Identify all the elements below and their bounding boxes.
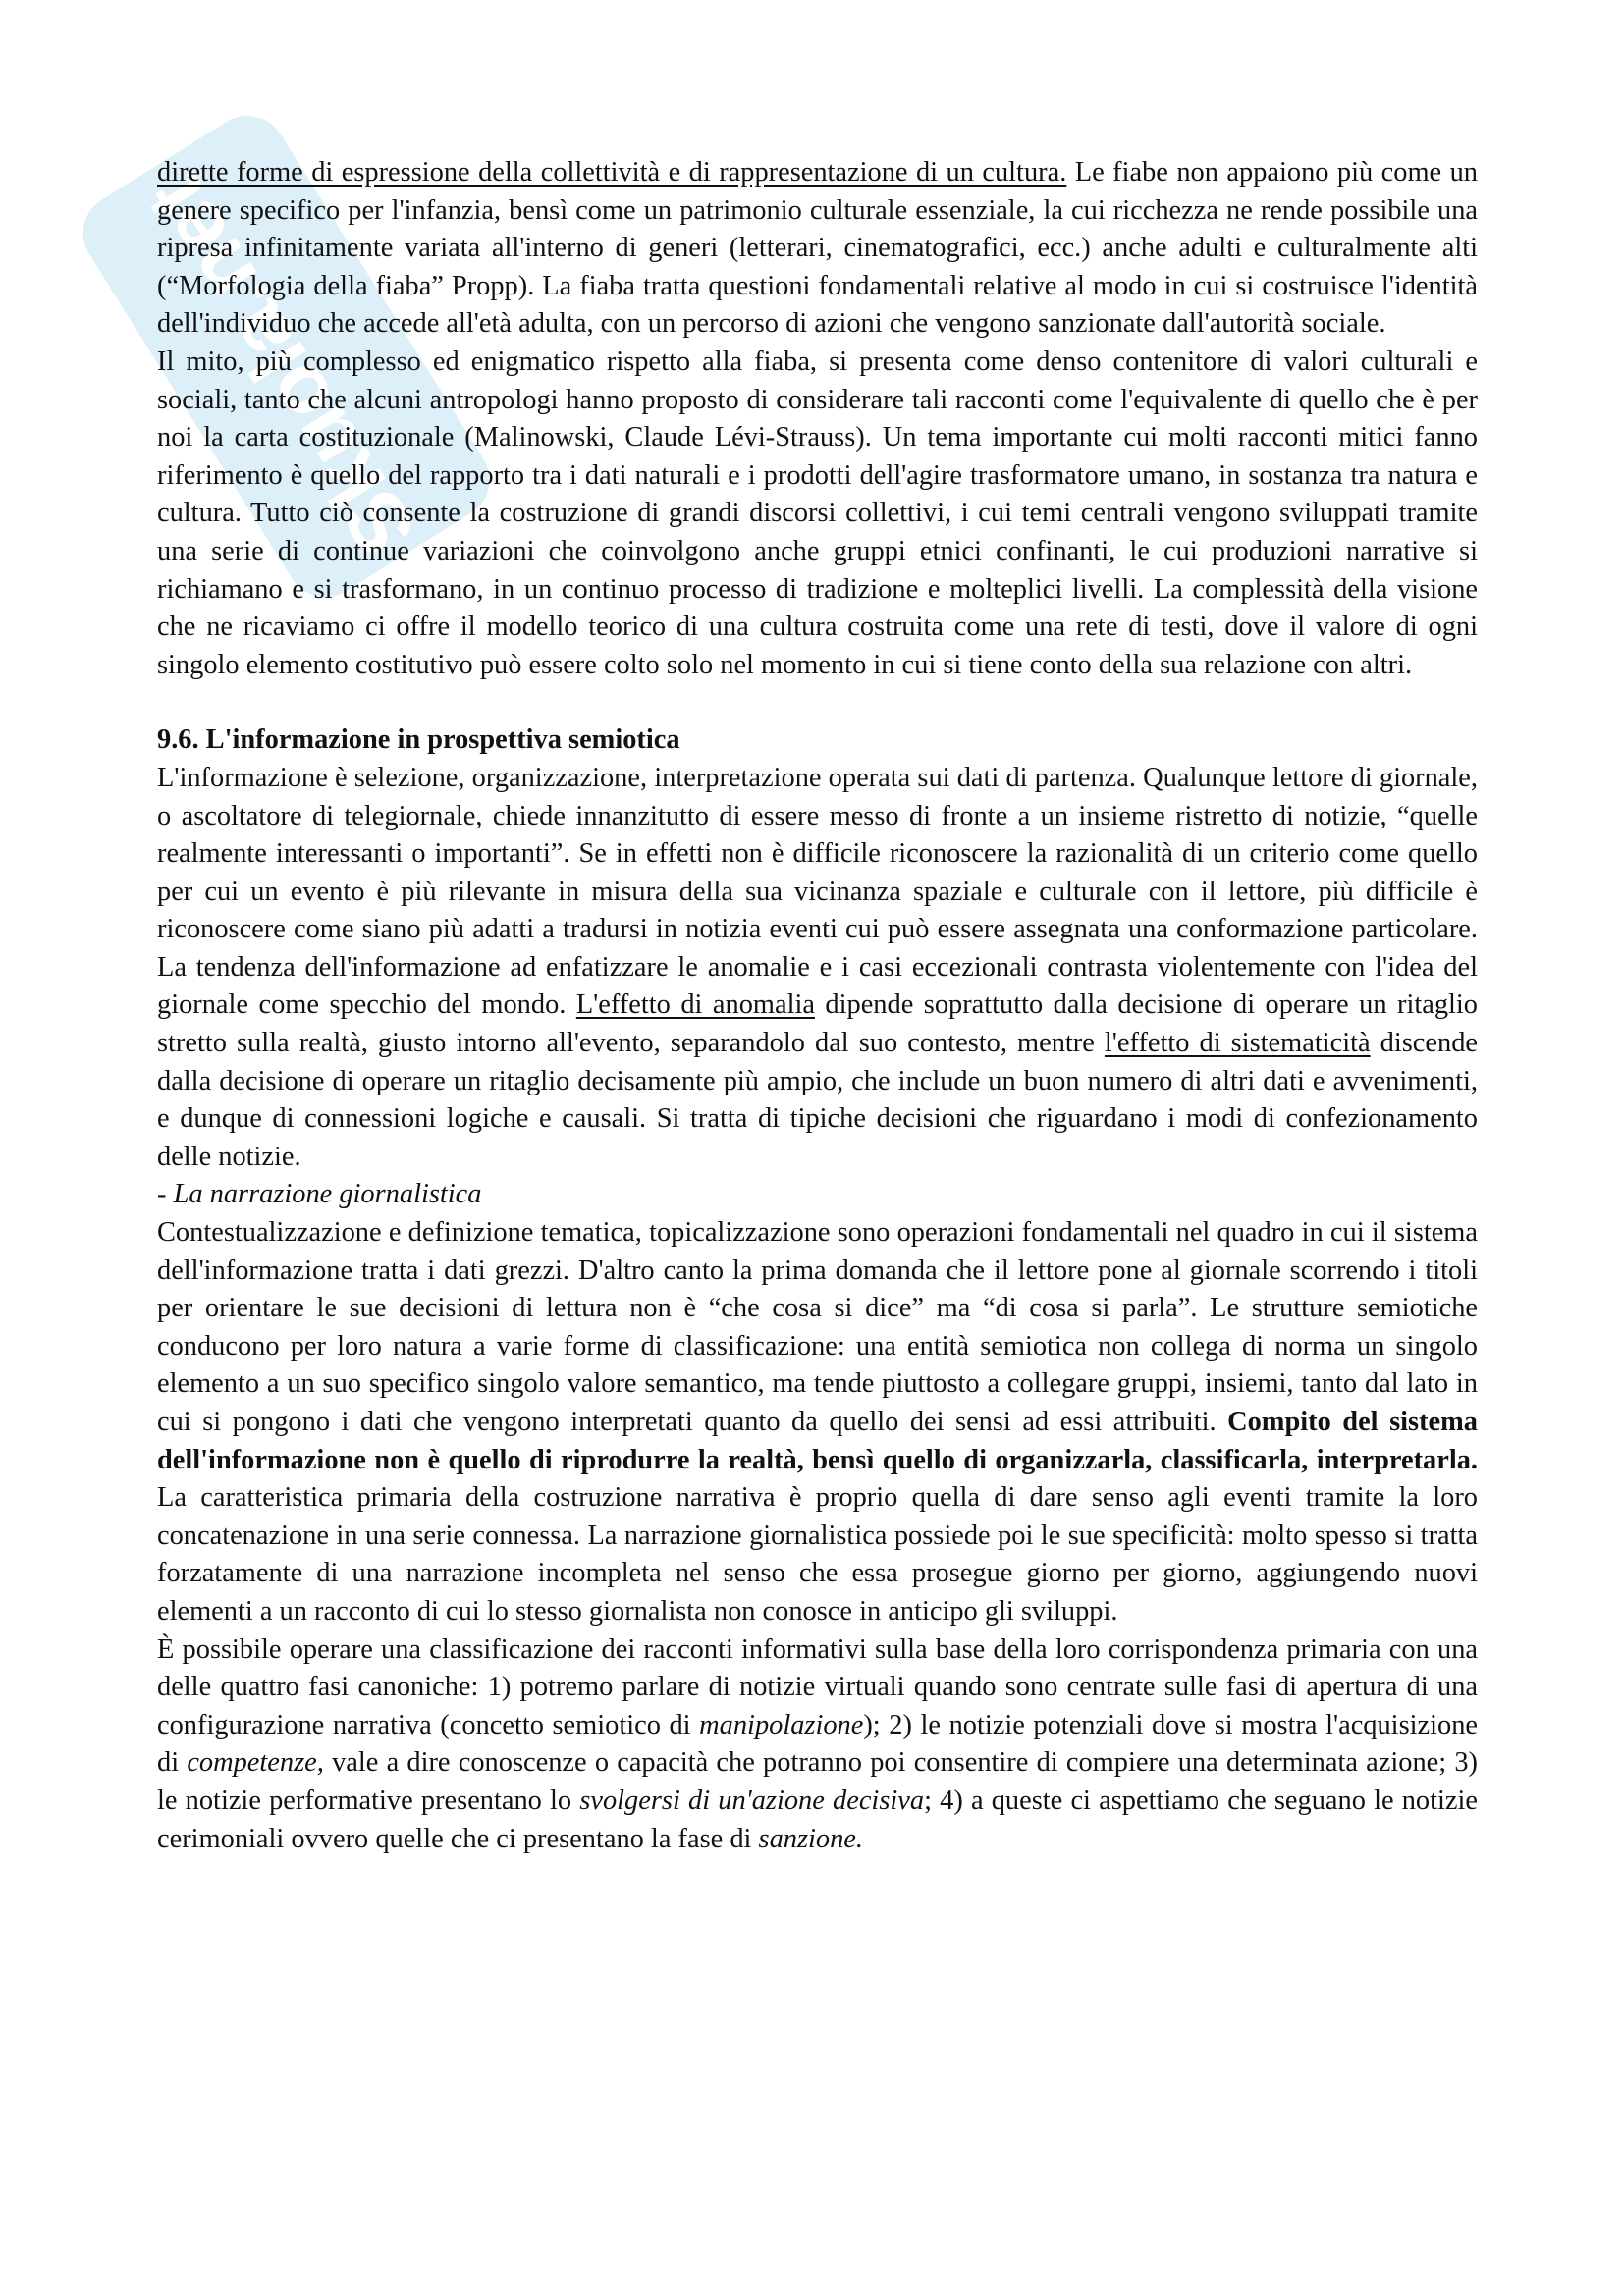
italic-term-azione-decisiva: svolgersi di un'azione decisiva — [579, 1785, 925, 1816]
watermark-text: Skuola.net — [128, 159, 435, 571]
paragraph-fiaba — [157, 154, 1478, 344]
underlined-lead: dirette forme di espressione della collettività e di rappresentazione di un cultura. — [157, 157, 1067, 187]
italic-term-manipolazione: manipolazione — [699, 1709, 864, 1740]
subheading-title: La narrazione giornalistica — [173, 1179, 482, 1210]
section-heading: 9.6. L'informazione in prospettiva semiotica — [157, 724, 680, 756]
bold-statement: Compito del sistema dell'informazione non è quello di riprodurre la realtà, bensì quello di organizzarla, classificarla, interpretarla. — [157, 1407, 1478, 1475]
subheading: - La narrazione giornalistica — [157, 1179, 482, 1210]
paragraph-narrazione: Contestualizzazione e definizione tematica, topicalizzazione sono operazioni fondamentali nel quadro in cui il sistema dell'informazione tratta i dati grezzi. D'altro canto la prima domanda che il lettore pone al giornale scorrendo i titoli per orientare le sue decisioni di lettura non è “che cosa si dice” ma “di cosa si parla”. Le strutture semiotiche conducono per loro natura a varie forme di classificazione: una entità semiotica non collega di norma un singolo elemento a un suo specifico singolo valore semantico, ma tende piuttosto a collegare gruppi, insiemi, tanto dal lato in cui si pongono i dati che vengono interpretati quanto da quello dei sensi ad essi attribuiti. Compito del sistema dell'informazione non è quello di riprodurre la realtà, bensì quello di organizzarla, classificarla, interpretarla. La caratteristica primaria della costruzione narrativa è proprio quella di dare senso agli eventi tramite la loro concatenazione in una serie connessa. La narrazione giornalistica possiede poi le sue specificità: molto spesso si tratta forzatamente di una narrazione incompleta nel senso che essa prosegue giorno per giorno, aggiungendo nuovi elementi a un racconto di cui lo stesso giornalista non conosce in anticipo gli sviluppi. — [157, 1217, 1478, 1627]
paragraph-classificazione: È possibile operare una classificazione dei racconti informativi sulla base della loro corrispondenza primaria con una delle quattro fasi canoniche: 1) potremo parlare di notizie virtuali quando sono centrate sulle fasi di apertura di una configurazione narrativa (concetto semiotico di manipolazione); 2) le notizie potenziali dove si mostra l'acquisizione di competenze, vale a dire conoscenze o capacità che potranno poi consentire di compiere una determinata azione; 3) le notizie performative presentano lo svolgersi di un'azione decisiva; 4) a queste ci aspettiamo che seguano le notizie cerimoniali ovvero quelle che ci presentano la fase di sanzione. — [157, 1633, 1478, 1854]
document-page — [157, 154, 1478, 1858]
italic-term-competenze: competenze, — [187, 1747, 324, 1779]
underlined-term-sistematicita: l'effetto di sistematicità — [1104, 1028, 1371, 1059]
paragraph-fiaba-text: Le fiabe non appaiono più come un genere specifico per l'infanzia, bensì come un patrimonio culturale essenziale, la cui ricchezza ne rende possibile una ripresa infinitamente variata all'interno di generi (letterari, cinematografici, ecc.) anche adulti e culturalmente alti (“Morfologia della fiaba” Propp). La fiaba tratta questioni fondamentali relative al modo in cui si costruisce l'identità dell'individuo che accede all'età adulta, con un percorso di azioni che vengono sanzionate dall'autorità sociale. — [157, 157, 1478, 340]
paragraph-informazione: L'informazione è selezione, organizzazione, interpretazione operata sui dati di partenza. Qualunque lettore di giornale, o ascoltatore di telegiornale, chiede innanzitutto di essere messo di fronte a un insieme ristretto di notizie, “quelle realmente interessanti o importanti”. Se in effetti non è difficile riconoscere la razionalità di un criterio come quello per cui un evento è più rilevante in misura della sua vicinanza spaziale e culturale con il lettore, più difficile è riconoscere come siano più adatti a tradursi in notizia eventi cui può essere assegnata una conformazione particolare. La tendenza dell'informazione ad enfatizzare le anomalie e i casi eccezionali contrasta violentemente con l'idea del giornale come specchio del mondo. L'effetto di anomalia dipende soprattutto dalla decisione di operare un ritaglio stretto sulla realtà, giusto intorno all'evento, separandolo dal suo contesto, mentre l'effetto di sistematicità discende dalla decisione di operare un ritaglio decisamente più ampio, che include un buon numero di altri dati e avvenimenti, e dunque di connessioni logiche e causali. Si tratta di tipiche decisioni che riguardano i modi di confezionamento delle notizie. — [157, 762, 1478, 1172]
spacer — [157, 684, 1478, 721]
underlined-term-anomalia: L'effetto di anomalia — [575, 989, 815, 1021]
italic-term-sanzione: sanzione. — [758, 1823, 863, 1854]
paragraph-mito: Il mito, più complesso ed enigmatico rispetto alla fiaba, si presenta come denso contenitore di valori culturali e sociali, tanto che alcuni antropologi hanno proposto di considerare tali racconti come l'equivalente di quello che è per noi la carta costituzionale (Malinowski, Claude Lévi-Strauss). Un tema importante cui molti racconti mitici fanno riferimento è quello del rapporto tra i dati naturali e i prodotti dell'agire trasformatore umano, in sostanza tra natura e cultura. Tutto ciò consente la costruzione di grandi discorsi collettivi, i cui temi centrali vengono sviluppati tramite una serie di continue variazioni che coinvolgono anche gruppi etnici confinanti, le cui produzioni narrative si richiamano e si trasformano, in un continuo processo di tradizione e molteplici livelli. La complessità della visione che ne ricaviamo ci offre il modello teorico di una cultura costruita come una rete di testi, dove il valore di ogni singolo elemento costitutivo può essere colto solo nel momento in cui si tiene conto della sua relazione con altri. — [157, 346, 1478, 680]
